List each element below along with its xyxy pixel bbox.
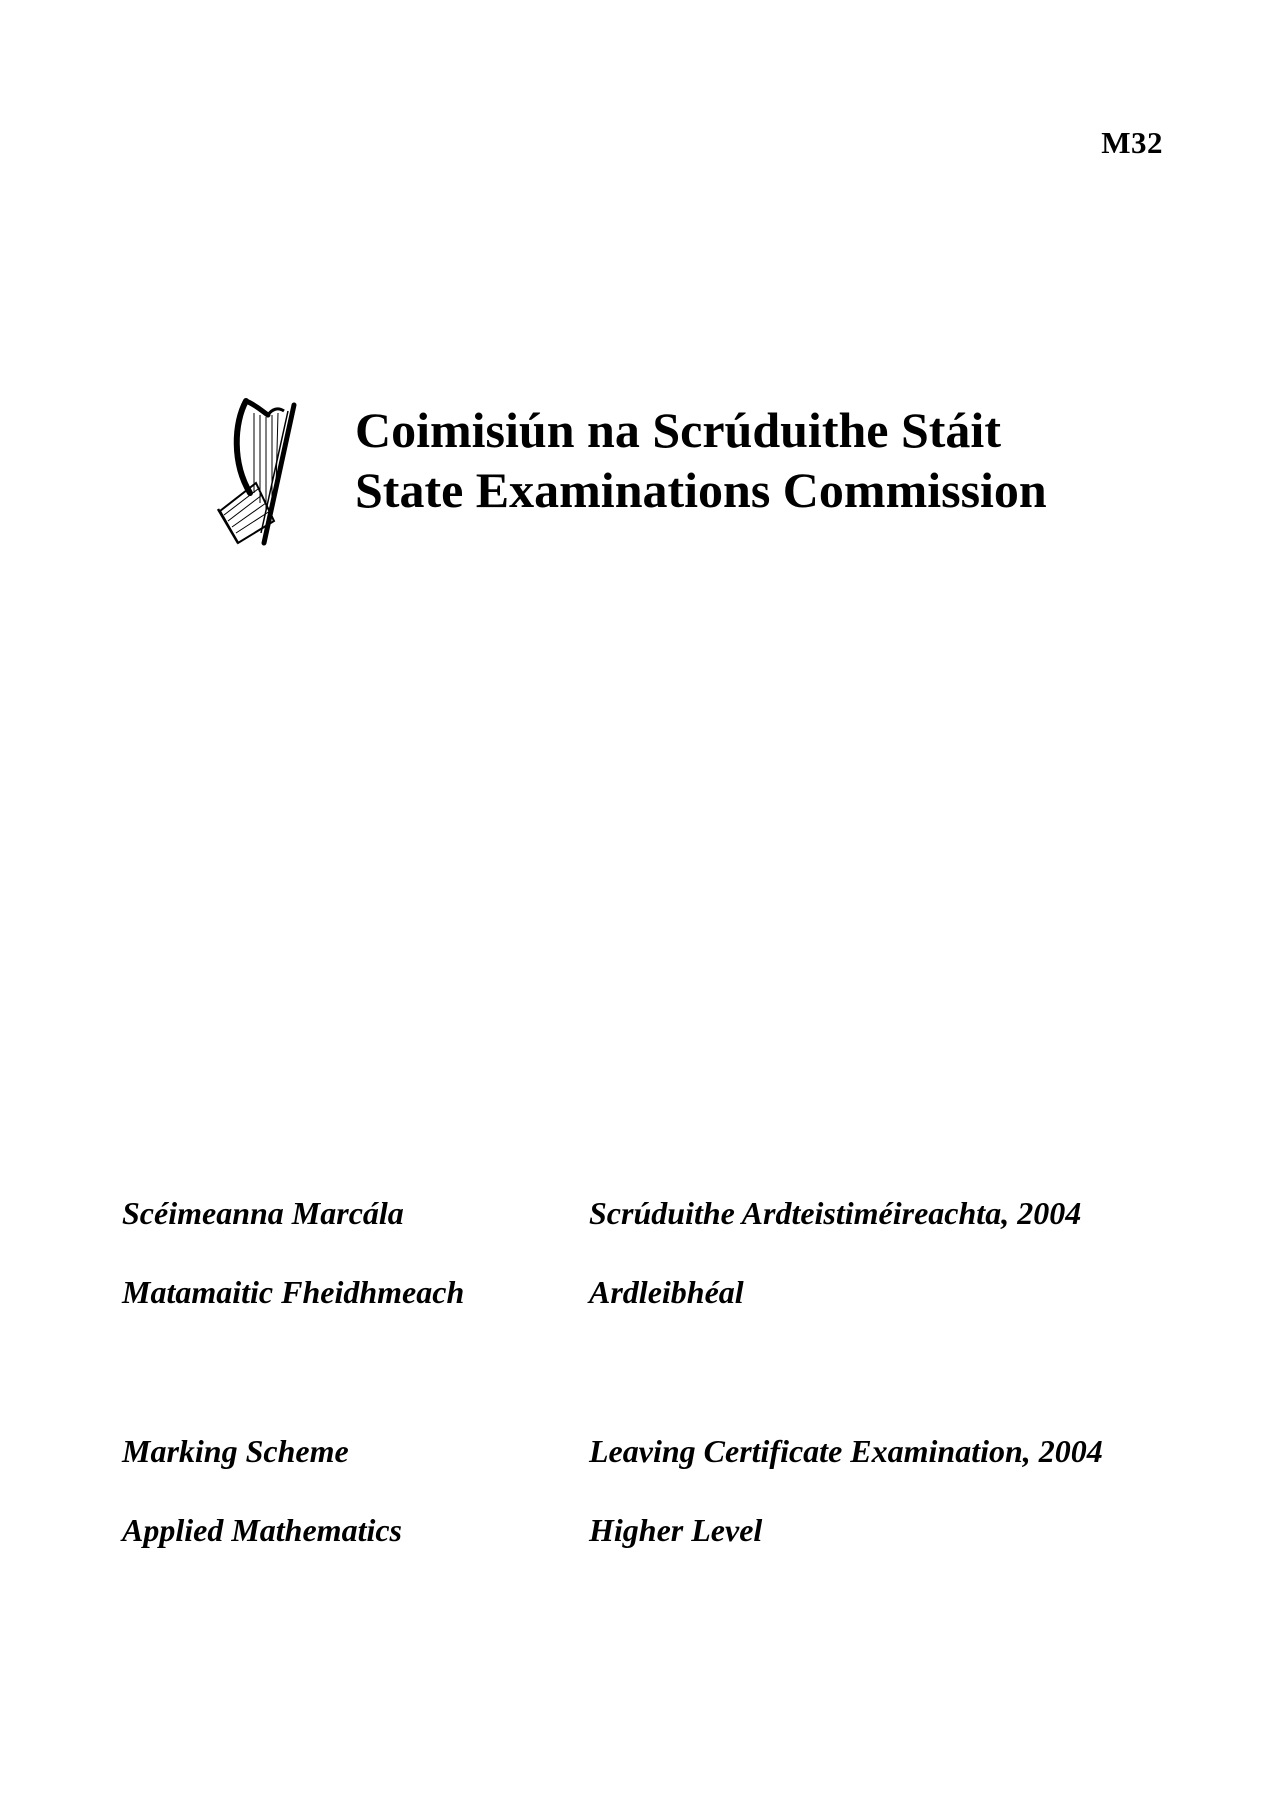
- subject-irish: Matamaitic Fheidhmeach: [122, 1274, 465, 1310]
- organization-names: [355, 400, 1047, 520]
- document-details: [122, 1195, 1182, 1591]
- harp-and-book-icon: [216, 393, 326, 553]
- subject-english: Applied Mathematics: [122, 1512, 402, 1548]
- details-row-irish-type: [122, 1195, 1182, 1274]
- details-row-english-subject: [122, 1512, 1182, 1591]
- examination-english: Leaving Certificate Examination, 2004: [589, 1433, 1103, 1469]
- document-code: M32: [1101, 125, 1163, 160]
- organization-name-english: State Examinations Commission: [355, 462, 1047, 518]
- details-row-english-type: [122, 1433, 1182, 1512]
- examination-irish: Scrúduithe Ardteistiméireachta, 2004: [589, 1195, 1082, 1231]
- document-type-irish: Scéimeanna Marcála: [122, 1195, 404, 1231]
- organization-name-irish: Coimisiún na Scrúduithe Stáit: [355, 402, 1001, 458]
- details-row-irish-subject: [122, 1274, 1182, 1353]
- level-irish: Ardleibhéal: [589, 1274, 744, 1310]
- level-english: Higher Level: [589, 1512, 763, 1548]
- document-type-english: Marking Scheme: [122, 1433, 349, 1469]
